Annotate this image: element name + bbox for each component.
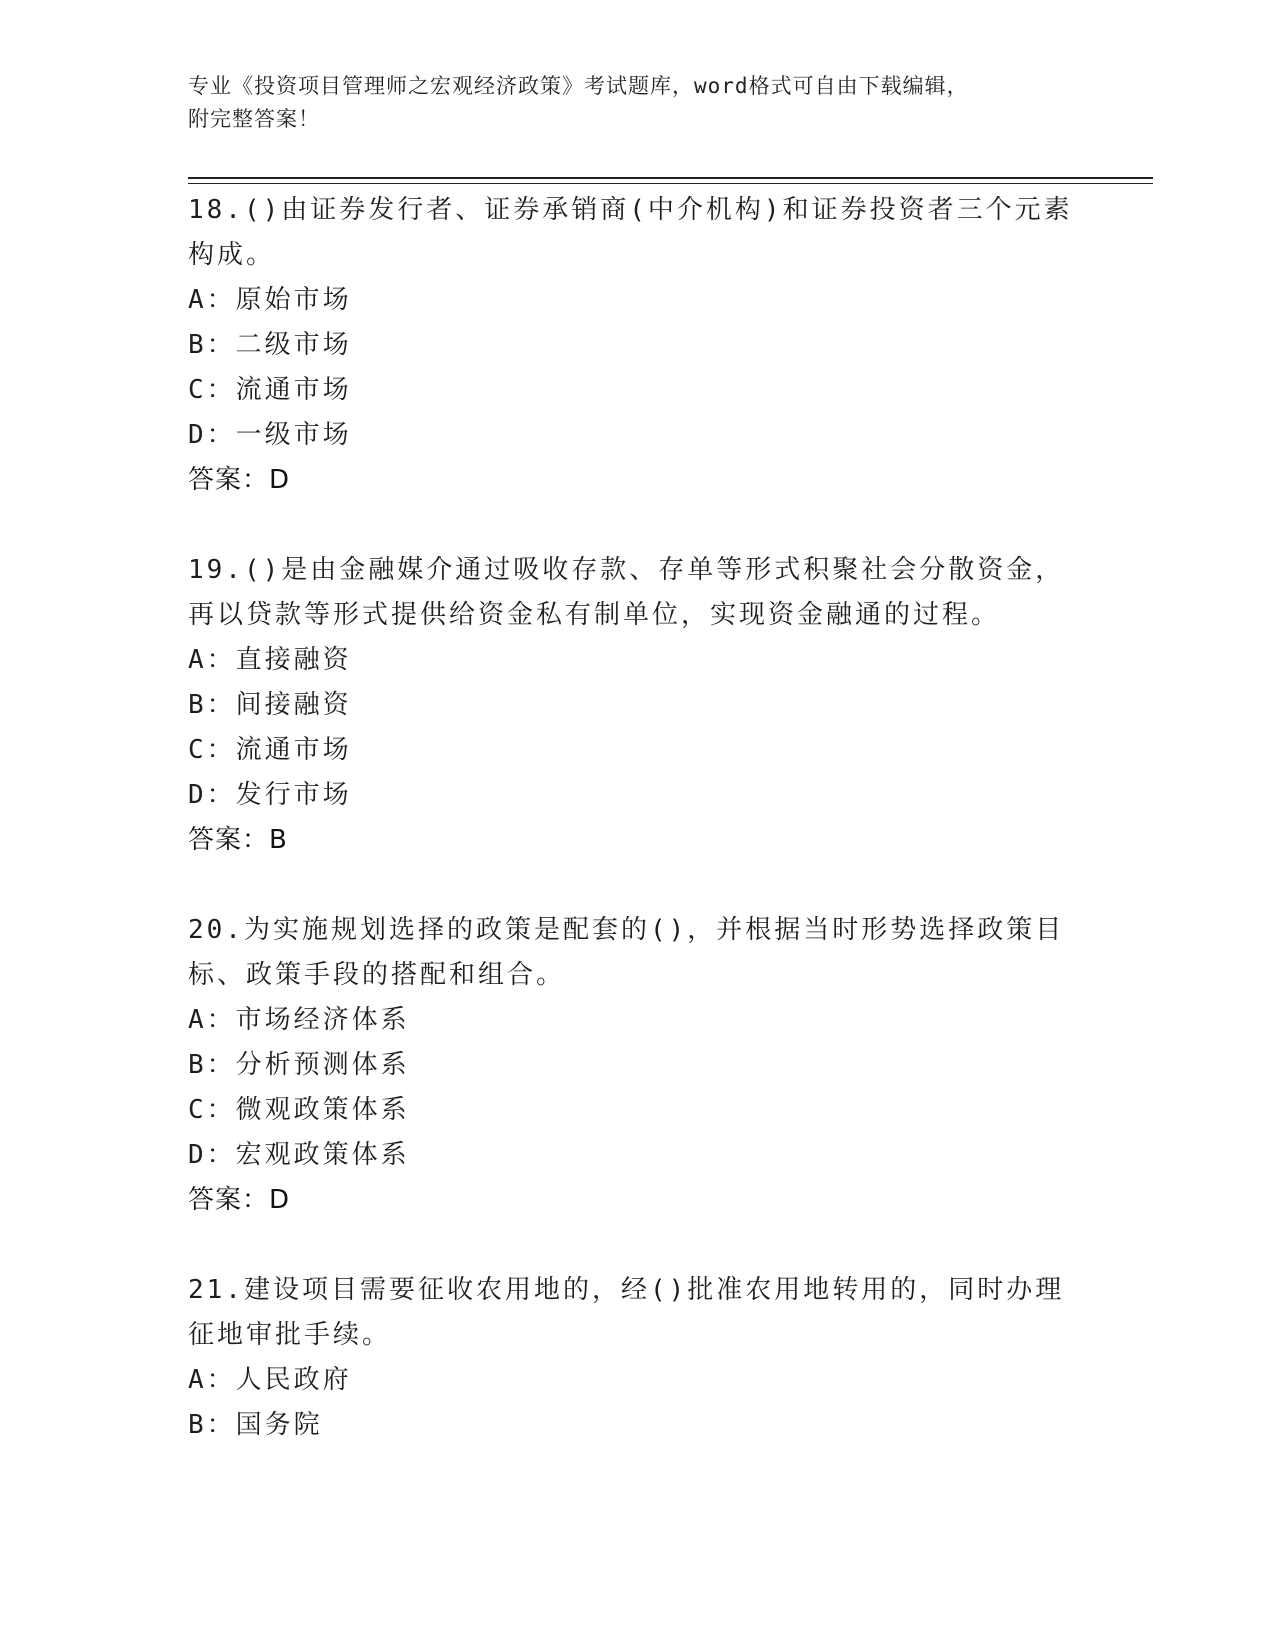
option-b: B：分析预测体系 (188, 1050, 410, 1080)
document-header (188, 70, 1068, 136)
option-b: B：二级市场 (188, 330, 352, 360)
option-b: B：国务院 (188, 1410, 323, 1440)
option-a: A：直接融资 (188, 645, 352, 675)
question-number: 20. (188, 915, 244, 945)
option-d: D：发行市场 (188, 780, 352, 810)
option-a: A：人民政府 (188, 1365, 352, 1395)
header-divider (188, 177, 1153, 184)
question-18 (188, 188, 1088, 503)
question-text: ()由证券发行者、证券承销商(中介机构)和证券投资者三个元素构成。 (188, 195, 1073, 270)
question-stem (188, 908, 1088, 998)
question-number: 18. (188, 195, 244, 225)
question-text: ()是由金融媒介通过吸收存款、存单等形式积聚社会分散资金，再以贷款等形式提供给资金私有制单位，实现资金融通的过程。 (188, 555, 1065, 630)
question-number: 19. (188, 555, 244, 585)
question-21 (188, 1268, 1088, 1448)
option-a: A：原始市场 (188, 285, 352, 315)
question-stem (188, 188, 1088, 278)
option-c: C：流通市场 (188, 375, 352, 405)
option-d: D：宏观政策体系 (188, 1140, 410, 1170)
header-line-1: 专业《投资项目管理师之宏观经济政策》考试题库，word格式可自由下载编辑， (188, 74, 969, 98)
answer-line: 答案：D (188, 1185, 291, 1215)
question-text: 为实施规划选择的政策是配套的()，并根据当时形势选择政策目标、政策手段的搭配和组合。 (188, 915, 1065, 990)
header-line-2: 附完整答案！ (188, 107, 320, 131)
option-c: C：流通市场 (188, 735, 352, 765)
option-d: D：一级市场 (188, 420, 352, 450)
question-list (188, 188, 1088, 1448)
question-19 (188, 548, 1088, 863)
answer-line: 答案：B (188, 825, 288, 855)
option-a: A：市场经济体系 (188, 1005, 410, 1035)
option-b: B：间接融资 (188, 690, 352, 720)
question-stem (188, 1268, 1088, 1358)
question-text: 建设项目需要征收农用地的，经()批准农用地转用的，同时办理征地审批手续。 (188, 1275, 1065, 1350)
question-number: 21. (188, 1275, 244, 1305)
question-20 (188, 908, 1088, 1223)
question-stem (188, 548, 1088, 638)
option-c: C：微观政策体系 (188, 1095, 410, 1125)
answer-line: 答案：D (188, 465, 291, 495)
